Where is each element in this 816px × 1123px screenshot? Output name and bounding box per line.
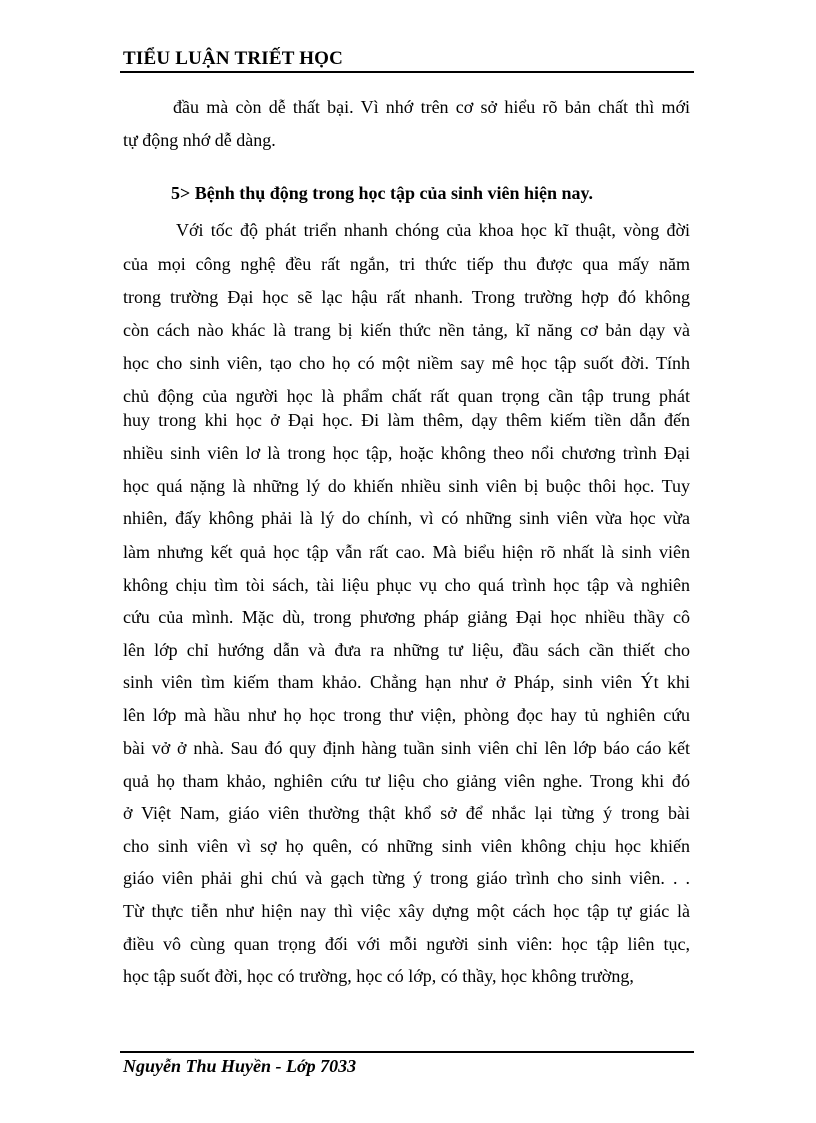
paragraph-line: lên lớp mà hầu như họ học trong thư viện, phòng đọc hay tủ nghiên cứu — [123, 705, 690, 725]
paragraph-line: làm nhưng kết quả học tập vẫn rất cao. Mà biểu hiện rõ nhất là sinh viên — [123, 542, 690, 562]
paragraph-line: cứu của mình. Mặc dù, trong phương pháp giảng Đại học nhiều thầy cô — [123, 607, 690, 627]
paragraph-line: nhiên, đấy không phải là lý do chính, vì có những sinh viên vừa học vừa — [123, 508, 690, 528]
paragraph-line: điều vô cùng quan trọng đối với mỗi người sinh viên: học tập liên tục, — [123, 934, 690, 954]
intro-line: tự động nhớ dễ dàng. — [123, 130, 276, 150]
header-rule — [120, 71, 694, 73]
paragraph-line: cho sinh viên vì sợ họ quên, có những sinh viên không chịu học khiến — [123, 836, 690, 856]
paragraph-line: không chịu tìm tòi sách, tài liệu phục vụ cho quá trình học tập và nghiên — [123, 575, 690, 595]
paragraph-line: bài vở ở nhà. Sau đó quy định hàng tuần sinh viên chỉ lên lớp báo cáo kết — [123, 738, 690, 758]
paragraph-line: học cho sinh viên, tạo cho họ có một niềm say mê học tập suốt đời. Tính — [123, 353, 690, 373]
paragraph-line: học quá nặng là những lý do khiến nhiều sinh viên bị buộc thôi học. Tuy — [123, 476, 690, 496]
paragraph-line: giáo viên phải ghi chú và gạch từng ý trong giáo trình cho sinh viên. . . — [123, 868, 690, 888]
paragraph-line: học tập suốt đời, học có trường, học có lớp, có thầy, học không trường, — [123, 966, 634, 986]
paragraph-line: nhiều sinh viên lơ là trong học tập, hoặc không theo nổi chương trình Đại — [123, 443, 690, 463]
section-heading: 5> Bệnh thụ động trong học tập của sinh viên hiện nay. — [171, 183, 594, 203]
footer-author: Nguyễn Thu Huyền - Lớp 7033 — [123, 1056, 357, 1076]
paragraph-line: ở Việt Nam, giáo viên thường thật khổ sở để nhắc lại từng ý trong bài — [123, 803, 690, 823]
paragraph-line: Với tốc độ phát triển nhanh chóng của khoa học kĩ thuật, vòng đời — [176, 220, 690, 240]
paragraph-line: lên lớp chỉ hướng dẫn và đưa ra những tư liệu, đầu sách cần thiết cho — [123, 640, 690, 660]
intro-line: đầu mà còn dễ thất bại. Vì nhớ trên cơ sở hiểu rõ bản chất thì mới — [173, 97, 690, 117]
running-header-title: TIỂU LUẬN TRIẾT HỌC — [123, 48, 344, 69]
paragraph-line: của mọi công nghệ đều rất ngắn, tri thức tiếp thu được qua mấy năm — [123, 254, 690, 274]
footer-rule — [120, 1051, 694, 1053]
paragraph-line: còn cách nào khác là trang bị kiến thức nền tảng, kĩ năng cơ bản dạy và — [123, 320, 690, 340]
paragraph-line: Từ thực tiễn như hiện nay thì việc xây dựng một cách học tập tự giác là — [123, 901, 690, 921]
paragraph-line: trong trường Đại học sẽ lạc hậu rất nhanh. Trong trường hợp đó không — [123, 287, 690, 307]
paragraph-line: sinh viên tìm kiếm tham khảo. Chẳng hạn như ở Pháp, sinh viên Ýt khi — [123, 672, 690, 692]
paragraph-line: quả họ tham khảo, nghiên cứu tư liệu cho giảng viên nghe. Trong khi đó — [123, 771, 690, 791]
paragraph-line: chủ động của người học là phẩm chất rất quan trọng cần tập trung phát — [123, 386, 690, 406]
paragraph-line: huy trong khi học ở Đại học. Đi làm thêm, dạy thêm kiếm tiền dẫn đến — [123, 410, 690, 430]
